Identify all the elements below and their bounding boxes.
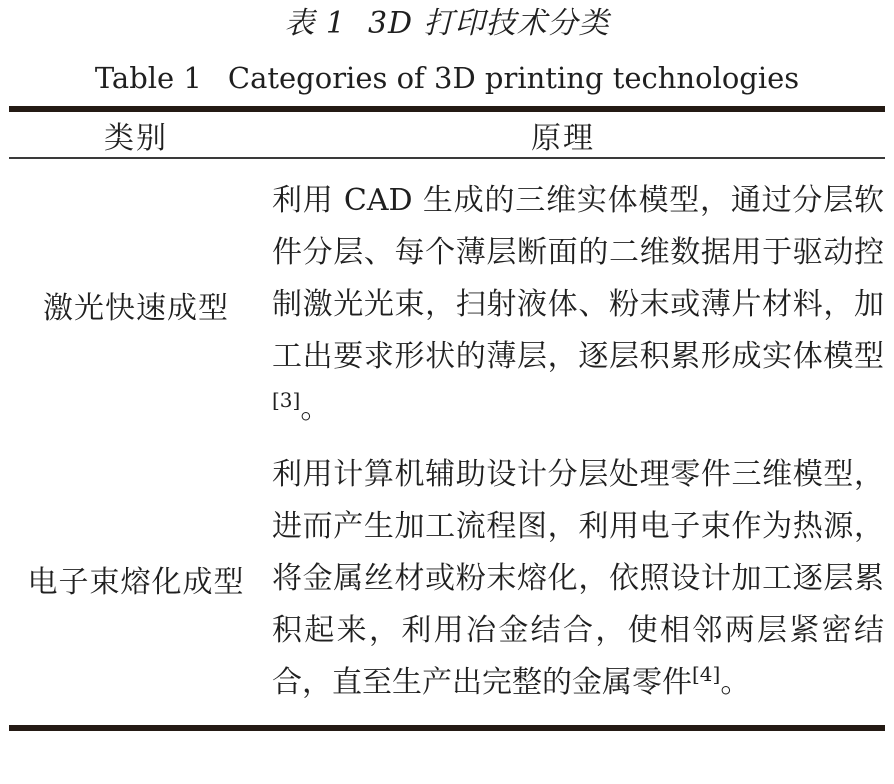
table-caption-en-label: Table 1	[94, 61, 202, 95]
table-row	[0, 159, 894, 435]
citation-marker: [3]	[272, 388, 301, 412]
table-caption-zh-text: 3D 打印技术分类	[367, 6, 610, 41]
table-caption-zh	[0, 4, 894, 44]
category-cell-laser: 激光快速成型	[43, 291, 229, 326]
principle-text: 利用 CAD 生成的三维实体模型，通过分层软件分层、每个薄层断面的二维数据用于驱动控制激光光束，扫射液体、粉末或薄片材料，加工出要求形状的薄层，逐层积累形成实体模型	[272, 183, 884, 374]
table-caption-zh-label: 表 1	[284, 6, 346, 41]
table-caption-en-text: Categories of 3D printing technologies	[227, 61, 800, 95]
principle-cell-laser	[272, 175, 894, 435]
table-bottom-rule	[9, 725, 885, 731]
header-principle: 原理	[531, 120, 595, 156]
citation-marker: [4]	[692, 662, 721, 686]
table-header-row	[0, 112, 894, 157]
sentence-end: 。	[720, 665, 751, 700]
principle-cell-ebeam	[272, 449, 894, 709]
table-row	[0, 435, 894, 709]
category-cell-ebeam: 电子束熔化成型	[27, 565, 245, 600]
table-caption-en	[0, 58, 894, 98]
principle-text: 利用计算机辅助设计分层处理零件三维模型，进而产生加工流程图，利用电子束作为热源，将金属丝材或粉末熔化，依照设计加工逐层累积起来，利用冶金结合，使相邻两层紧密结合，直至生产出完整的金属零件	[272, 457, 884, 700]
sentence-end: 。	[300, 391, 331, 426]
header-category: 类别	[104, 120, 168, 156]
